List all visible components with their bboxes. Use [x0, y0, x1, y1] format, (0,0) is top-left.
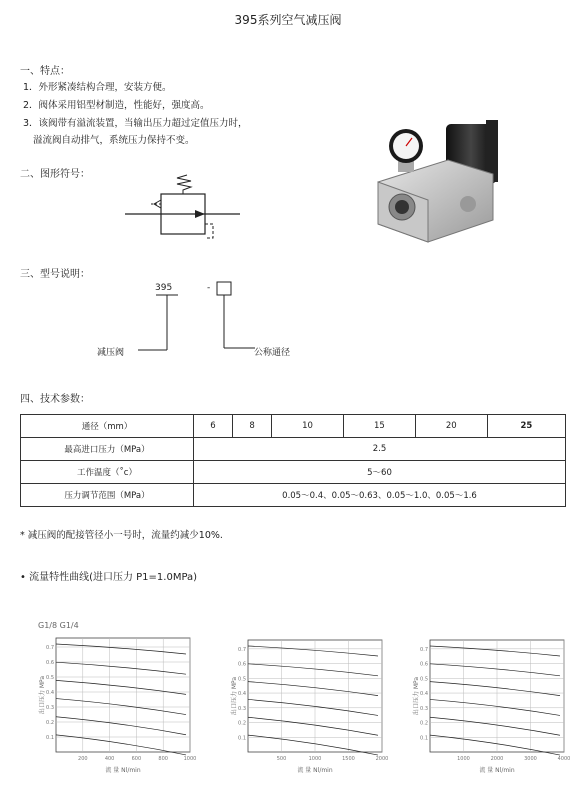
- x-tick-label: 1000: [308, 756, 322, 762]
- chart-tag: G1/8 G1/4: [38, 621, 79, 630]
- model-code: 395: [155, 283, 173, 293]
- model-heading: 三、型号说明：: [20, 269, 90, 280]
- curve-heading: • 流量特性曲线(进口压力 P1=1.0MPa): [20, 572, 198, 583]
- y-axis-label: 出口压力 MPa: [413, 676, 420, 716]
- row-label: 通径（mm）: [21, 415, 194, 438]
- size-cell: 20: [415, 415, 487, 438]
- table-row: [21, 415, 566, 438]
- x-tick-label: 1000: [183, 756, 197, 762]
- model-label-right: 公称通径: [254, 348, 291, 358]
- x-axis-label: 流 量 Nl/min: [105, 767, 141, 774]
- flow-chart-1: [36, 618, 197, 778]
- size-cell: 8: [233, 415, 272, 438]
- y-axis-label: 出口压力 MPa: [231, 676, 238, 716]
- size-cell: 15: [343, 415, 415, 438]
- x-tick-label: 200: [78, 756, 88, 762]
- y-tick-label: 0.1: [238, 735, 246, 742]
- y-axis-label: 出口压力 MPa: [39, 675, 46, 715]
- y-tick-label: 0.6: [46, 660, 54, 666]
- y-tick-label: 0.2: [46, 720, 54, 726]
- feature-item: 3．该阀带有溢流装置，当输出压力超过定值压力时，: [23, 118, 248, 129]
- x-tick-label: 800: [158, 756, 168, 762]
- feature-item: 溢流阀自动排气，系统压力保持不变。: [33, 135, 195, 146]
- y-tick-label: 0.5: [238, 676, 246, 683]
- y-tick-label: 0.3: [46, 705, 54, 711]
- model-label-left: 减压阀: [97, 348, 125, 358]
- flow-chart-3: [410, 636, 571, 778]
- symbol-heading: 二、图形符号：: [20, 169, 90, 180]
- size-cell: 25: [487, 415, 565, 438]
- y-tick-label: 0.4: [238, 691, 246, 698]
- table-row: [21, 484, 566, 507]
- x-tick-label: 4000: [557, 756, 571, 762]
- range-cell: 0.05～0.4、0.05～0.63、0.05～1.0、0.05～1.6: [194, 484, 566, 507]
- y-tick-label: 0.7: [420, 646, 428, 653]
- size-cell: 10: [272, 415, 344, 438]
- row-label: 工作温度（˚c）: [21, 461, 194, 484]
- y-tick-label: 0.7: [238, 646, 246, 653]
- max-pressure-cell: 2.5: [194, 438, 566, 461]
- temperature-cell: 5～60: [194, 461, 566, 484]
- size-cell: 6: [194, 415, 233, 438]
- x-tick-label: 1500: [342, 756, 355, 762]
- feature-item: 2．阀体采用铝型材制造，性能好，强度高。: [23, 100, 210, 111]
- x-axis-label: 流 量 Nl/min: [297, 767, 333, 774]
- features-heading: 一、特点：: [20, 66, 70, 77]
- row-label: 压力调节范围（MPa）: [21, 484, 194, 507]
- flow-chart-2: [228, 636, 389, 778]
- valve-symbol: [125, 172, 245, 242]
- page-title: 395系列空气减压阀: [234, 13, 342, 27]
- y-tick-label: 0.5: [46, 675, 54, 681]
- y-tick-label: 0.4: [46, 690, 54, 696]
- y-tick-label: 0.2: [238, 720, 246, 727]
- note: * 减压阀的配接管径小一号时，流量约减少10%.: [20, 530, 223, 541]
- table-row: [21, 461, 566, 484]
- y-tick-label: 0.1: [46, 735, 54, 741]
- y-tick-label: 0.7: [46, 645, 54, 651]
- x-tick-label: 2000: [490, 756, 504, 762]
- regulator-photo: [368, 112, 528, 252]
- y-tick-label: 0.3: [420, 705, 428, 712]
- y-tick-label: 0.6: [420, 661, 428, 668]
- y-tick-label: 0.6: [238, 661, 246, 668]
- y-tick-label: 0.4: [420, 691, 428, 698]
- x-axis-label: 流 量 Nl/min: [479, 767, 515, 774]
- model-diagram: [130, 280, 330, 360]
- spec-heading: 四、技术参数：: [20, 394, 90, 405]
- model-dash: -: [207, 283, 211, 293]
- spec-table: [20, 414, 566, 507]
- y-tick-label: 0.1: [420, 735, 428, 742]
- feature-item: 1．外形紧凑结构合理，安装方便。: [23, 82, 172, 93]
- x-tick-label: 600: [131, 756, 142, 762]
- y-tick-label: 0.2: [420, 720, 428, 727]
- x-tick-label: 500: [276, 756, 287, 762]
- y-tick-label: 0.3: [238, 705, 246, 712]
- plot-frame: [56, 638, 190, 752]
- x-tick-label: 1000: [457, 756, 470, 762]
- y-tick-label: 0.5: [420, 676, 428, 683]
- row-label: 最高进口压力（MPa）: [21, 438, 194, 461]
- x-tick-label: 400: [104, 756, 115, 762]
- x-tick-label: 3000: [524, 756, 537, 762]
- table-row: [21, 438, 566, 461]
- x-tick-label: 2000: [375, 756, 389, 762]
